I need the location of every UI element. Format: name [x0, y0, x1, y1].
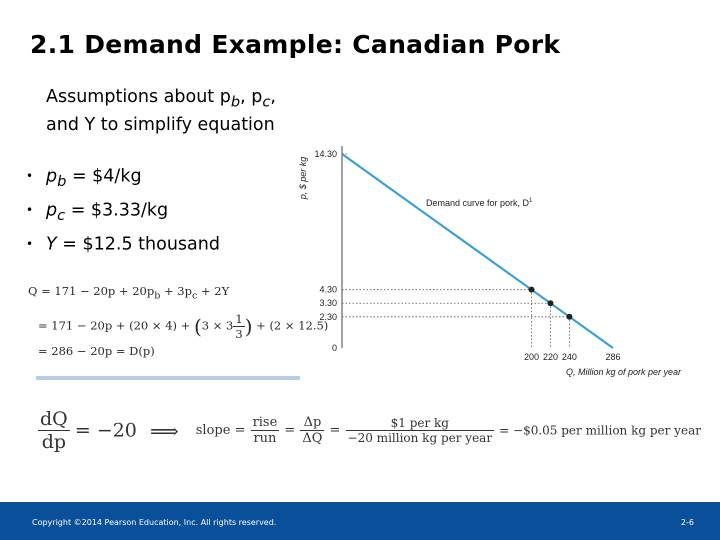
- x-tick-label: 200: [523, 352, 540, 362]
- eq2-b: 3 × 3: [201, 318, 234, 333]
- x-tick-label: 286: [605, 352, 621, 362]
- x-tick-label: 240: [561, 352, 577, 362]
- assumptions-sub-b: b: [230, 93, 241, 111]
- y-axis-label: p, $ per kg: [298, 156, 308, 200]
- bullet-pb: [26, 162, 220, 196]
- bullet-var: p: [46, 166, 58, 187]
- bullet-dot-icon: •: [26, 237, 34, 251]
- page-number: 2-6: [680, 518, 694, 527]
- derivative-fraction: [38, 408, 70, 453]
- equation-line-3: [38, 344, 155, 358]
- equation-line-2: [38, 312, 328, 341]
- bullet-pc: [26, 196, 220, 230]
- y-tick-label: 2.30: [319, 311, 337, 322]
- demand-curve-line: [342, 154, 613, 348]
- deriv-den: dp: [41, 431, 67, 453]
- slope-result: = −$0.05 per million kg per year: [499, 423, 701, 438]
- slope-calculation: [38, 408, 701, 453]
- assumptions-part: , p: [240, 87, 263, 107]
- bullet-value: = $12.5 thousand: [56, 234, 220, 255]
- slide-title: 2.1 Demand Example: Canadian Pork: [30, 30, 561, 59]
- y-tick-label: 4.30: [319, 284, 337, 295]
- demand-chart: [290, 140, 700, 385]
- delta-p: Δp: [300, 415, 324, 431]
- bullet-var: Y: [46, 234, 57, 255]
- assumptions-part: , and Y to simplify equation: [46, 87, 276, 135]
- delta-q: ΔQ: [302, 431, 323, 446]
- assumption-bullets: [26, 162, 220, 260]
- bullet-dot-icon: •: [26, 169, 34, 183]
- y-tick-label: 0: [331, 343, 337, 353]
- equals-2: =: [329, 423, 341, 438]
- eq1-sub-c: c: [191, 290, 198, 302]
- data-point-2: [566, 314, 572, 320]
- bullet-value: = $3.33/kg: [65, 200, 169, 221]
- equation-line-1: [28, 284, 229, 301]
- footer-bar: [0, 502, 720, 540]
- x-tick-label: 220: [542, 352, 558, 362]
- value-fraction: [346, 416, 495, 445]
- x-axis-label: Q, Million kg of pork per year: [565, 367, 681, 377]
- deriv-value: = −20: [74, 419, 137, 442]
- value-num: $1 per kg: [346, 416, 495, 431]
- eq2-fraction: [233, 312, 244, 341]
- assumptions-part: Assumptions about p: [46, 87, 231, 107]
- data-point-1: [547, 300, 553, 306]
- eq1-sub-b: b: [154, 290, 161, 302]
- eq2-a: = 171 − 20p + (20 × 4) +: [38, 318, 191, 333]
- eq2-frac-den: 3: [235, 327, 243, 341]
- deriv-num: dQ: [40, 408, 68, 430]
- demand-curve-label: Demand curve for pork, $D^1$: [426, 198, 533, 208]
- eq2-lparen: (: [193, 314, 202, 339]
- data-point-0: [529, 287, 535, 293]
- value-den: −20 million kg per year: [347, 431, 493, 445]
- bullet-dot-icon: •: [26, 203, 34, 217]
- run: run: [253, 431, 277, 446]
- eq3: = 286 − 20p = D(p): [38, 344, 155, 358]
- assumptions-text: [46, 86, 296, 137]
- implies-arrow-icon: ⟹: [150, 418, 179, 443]
- bullet-value: = $4/kg: [66, 166, 142, 187]
- bullet-sub: b: [57, 173, 67, 190]
- assumptions-sub-c: c: [262, 93, 271, 111]
- y-tick-label: 14.30: [314, 149, 337, 159]
- eq1-b: + 3p: [160, 284, 192, 298]
- bullet-y: [26, 230, 220, 260]
- equals-1: =: [284, 423, 296, 438]
- separator-bar: [36, 376, 300, 380]
- chart-root: [298, 146, 682, 377]
- y-tick-label: 3.30: [319, 298, 337, 309]
- copyright-text: Copyright ©2014 Pearson Education, Inc. All rights reserved.: [32, 518, 277, 527]
- eq1-c: + 2Y: [197, 284, 230, 298]
- rise: rise: [252, 415, 278, 430]
- eq2-c: + (2 × 12.5): [256, 318, 329, 333]
- slope-label: slope =: [195, 423, 246, 438]
- eq1-a: Q = 171 − 20p + 20p: [28, 284, 155, 298]
- eq2-rparen: ): [244, 314, 253, 339]
- eq2-frac-num: 1: [235, 312, 243, 326]
- delta-fraction: [300, 415, 324, 446]
- rise-run-fraction: [251, 415, 280, 446]
- bullet-sub: c: [57, 207, 66, 224]
- bullet-var: p: [46, 200, 58, 221]
